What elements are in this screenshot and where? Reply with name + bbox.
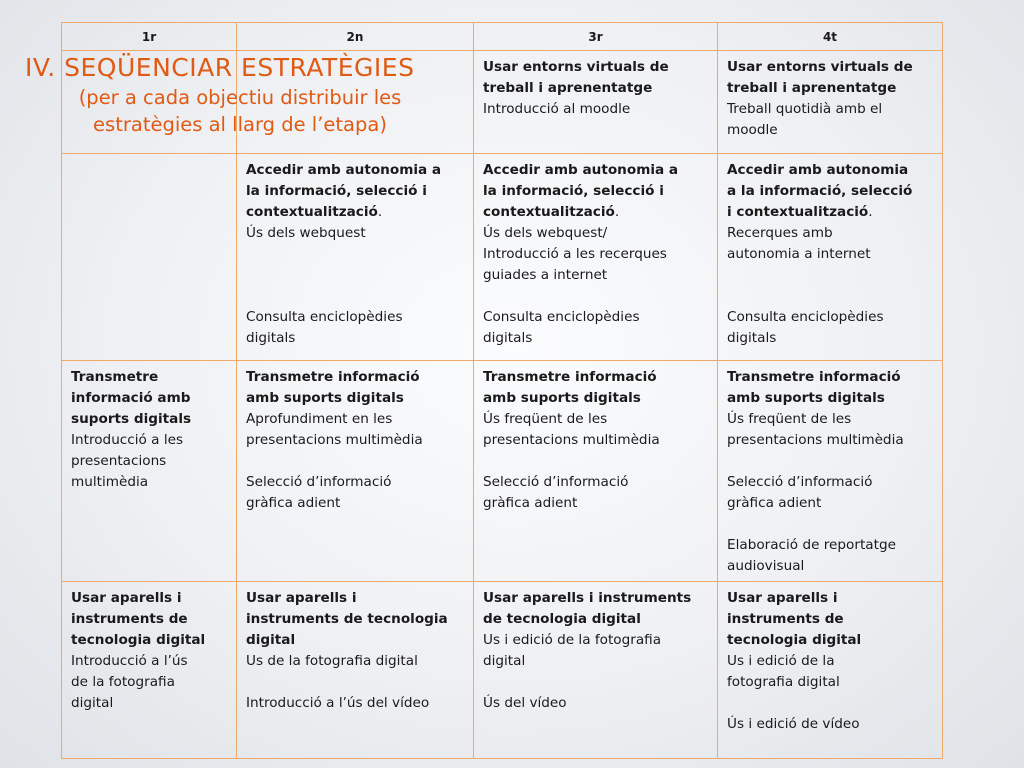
cell-text: presentacions [71, 453, 167, 469]
cell-heading-text: de tecnologia digital [483, 611, 641, 627]
cell-line [71, 693, 228, 714]
cell-line [483, 609, 709, 630]
cell-heading-text: Usar aparells i [246, 590, 357, 606]
cell-line [483, 160, 709, 181]
cell-line [727, 181, 934, 202]
cell-line [71, 409, 228, 430]
cell-line [483, 409, 709, 430]
line-spacer [246, 451, 465, 472]
cell-text: presentacions multimèdia [727, 432, 904, 448]
cell-text: digitals [483, 330, 533, 346]
cell-line [246, 409, 465, 430]
cell-heading-text: amb suports digitals [246, 390, 404, 406]
cell-heading-text: Transmetre informació [727, 369, 901, 385]
table-cell [62, 582, 237, 759]
table-cell [718, 154, 943, 361]
cell-line [246, 328, 465, 349]
line-spacer [483, 451, 709, 472]
cell-text: Ús dels webquest [246, 225, 366, 241]
line-spacer [727, 451, 934, 472]
cell-heading-text: Accedir amb autonomia a [483, 162, 679, 178]
cell-text: gràfica adient [727, 495, 822, 511]
cell-text: Ús dels webquest/ [483, 225, 608, 241]
table-cell [237, 154, 474, 361]
cell-line [727, 202, 934, 223]
cell-line [246, 223, 465, 244]
cell-line [727, 493, 934, 514]
cell-text: Ús del vídeo [483, 695, 567, 711]
cell-line [727, 556, 934, 577]
cell-line [71, 367, 228, 388]
cell-heading-text: Accedir amb autonomia [727, 162, 909, 178]
cell-heading-text: tecnologia digital [71, 632, 206, 648]
line-spacer [727, 693, 934, 714]
cell-text: autonomia a internet [727, 246, 871, 262]
slide-subtitle-line-1: (per a cada objectiu distribuir les [78, 86, 402, 109]
cell-text: Selecció d’informació [483, 474, 629, 490]
cell-heading-text: instruments de tecnologia [246, 611, 448, 627]
cell-line [483, 588, 709, 609]
cell-heading-text: treball i aprenentatge [483, 80, 653, 96]
cell-line [483, 78, 709, 99]
cell-line [483, 223, 709, 244]
cell-line [246, 630, 465, 651]
cell-line [246, 651, 465, 672]
table-row [62, 582, 943, 759]
cell-heading-text: instruments de [71, 611, 188, 627]
cell-text: Consulta enciclopèdies [483, 309, 640, 325]
cell-line [71, 451, 228, 472]
cell-line [246, 388, 465, 409]
cell-text: Consulta enciclopèdies [727, 309, 884, 325]
line-spacer [727, 265, 934, 307]
cell-heading-text: amb suports digitals [727, 390, 885, 406]
cell-line [246, 307, 465, 328]
cell-line [71, 472, 228, 493]
cell-line [727, 223, 934, 244]
cell-text: Selecció d’informació [246, 474, 392, 490]
cell-text: digital [71, 695, 114, 711]
cell-text: Aprofundiment en les [246, 411, 393, 427]
line-spacer [246, 672, 465, 693]
cell-line [483, 307, 709, 328]
cell-text: presentacions multimèdia [483, 432, 660, 448]
cell-line [246, 367, 465, 388]
cell-line [483, 181, 709, 202]
line-spacer [246, 244, 465, 307]
cell-line [727, 430, 934, 451]
cell-text: Us i edició de la fotografia [483, 632, 662, 648]
cell-line [727, 651, 934, 672]
cell-heading-text: la informació, selecció i [246, 183, 427, 199]
cell-line [727, 120, 934, 141]
slide-title: IV. SEQÜENCIAR ESTRATÈGIES [25, 53, 415, 82]
cell-line [727, 672, 934, 693]
cell-text: Introducció al moodle [483, 101, 631, 117]
cell-line [727, 328, 934, 349]
cell-text: Us de la fotografia digital [246, 653, 418, 669]
cell-text: Ús freqüent de les [727, 411, 852, 427]
cell-text: fotografia digital [727, 674, 840, 690]
cell-line [246, 181, 465, 202]
table-cell [474, 361, 718, 582]
cell-heading-text: treball i aprenentatge [727, 80, 897, 96]
table-cell [718, 51, 943, 154]
cell-heading-text: Usar aparells i instruments [483, 590, 692, 606]
header-cell-2n: 2n [237, 23, 474, 51]
cell-line [483, 202, 709, 223]
slide-subtitle-line-2: estratègies al llarg de l’etapa) [93, 113, 387, 136]
cell-line [727, 307, 934, 328]
cell-heading-text: la informació, selecció i [483, 183, 664, 199]
cell-heading-text: digital [246, 632, 296, 648]
table-row [62, 361, 943, 582]
table-cell [474, 154, 718, 361]
table-cell [62, 154, 237, 361]
cell-heading-text: i contextualització [727, 204, 869, 220]
cell-heading-text: Transmetre informació [483, 369, 657, 385]
cell-text-suffix: . [377, 204, 383, 220]
cell-line [727, 409, 934, 430]
cell-line [727, 630, 934, 651]
table-header-row [62, 23, 943, 51]
cell-line [246, 588, 465, 609]
cell-text: Selecció d’informació [727, 474, 873, 490]
cell-line [483, 693, 709, 714]
cell-heading-text: informació amb [71, 390, 191, 406]
table-cell [62, 361, 237, 582]
cell-line [483, 388, 709, 409]
cell-text: Introducció a les [71, 432, 184, 448]
cell-line [483, 367, 709, 388]
cell-heading-text: suports digitals [71, 411, 192, 427]
cell-text: audiovisual [727, 558, 805, 574]
cell-text: multimèdia [71, 474, 149, 490]
cell-line [483, 430, 709, 451]
cell-text: Treball quotidià amb el [727, 101, 883, 117]
cell-line [727, 588, 934, 609]
cell-line [246, 693, 465, 714]
cell-line [483, 651, 709, 672]
cell-text: guiades a internet [483, 267, 608, 283]
cell-text: digitals [727, 330, 777, 346]
table-row [62, 154, 943, 361]
cell-text-suffix: . [614, 204, 620, 220]
cell-heading-text: contextualització [246, 204, 378, 220]
cell-text: gràfica adient [246, 495, 341, 511]
cell-line [483, 630, 709, 651]
cell-line [71, 651, 228, 672]
cell-heading-text: Transmetre [71, 369, 159, 385]
cell-line [71, 672, 228, 693]
cell-text: Introducció a les recerques [483, 246, 667, 262]
cell-line [483, 57, 709, 78]
cell-line [246, 609, 465, 630]
cell-text: presentacions multimèdia [246, 432, 423, 448]
cell-text: Introducció a l’ús del vídeo [246, 695, 430, 711]
cell-line [71, 388, 228, 409]
cell-heading-text: tecnologia digital [727, 632, 862, 648]
cell-text: Ús freqüent de les [483, 411, 608, 427]
cell-line [483, 244, 709, 265]
cell-text: Introducció a l’ús [71, 653, 188, 669]
cell-line [71, 430, 228, 451]
cell-heading-text: Usar aparells i [71, 590, 182, 606]
cell-text: Elaboració de reportatge [727, 537, 896, 553]
cell-text: Recerques amb [727, 225, 833, 241]
cell-line [246, 472, 465, 493]
cell-heading-text: Usar entorns virtuals de [727, 59, 913, 75]
cell-heading-text: Accedir amb autonomia a [246, 162, 442, 178]
table-cell [474, 51, 718, 154]
header-cell-1r: 1r [62, 23, 237, 51]
cell-text: Ús i edició de vídeo [727, 716, 860, 732]
cell-line [246, 160, 465, 181]
header-cell-4t: 4t [718, 23, 943, 51]
slide-title-block [0, 52, 480, 138]
cell-line [727, 244, 934, 265]
cell-line [246, 202, 465, 223]
cell-line [71, 609, 228, 630]
header-cell-3r: 3r [474, 23, 718, 51]
cell-heading-text: a la informació, selecció [727, 183, 913, 199]
cell-line [727, 78, 934, 99]
cell-heading-text: amb suports digitals [483, 390, 641, 406]
cell-heading-text: Usar aparells i [727, 590, 838, 606]
cell-text: Us i edició de la [727, 653, 835, 669]
cell-text: Consulta enciclopèdies [246, 309, 403, 325]
cell-line [727, 609, 934, 630]
line-spacer [483, 672, 709, 693]
table-cell [474, 582, 718, 759]
cell-text: digital [483, 653, 526, 669]
cell-text: moodle [727, 122, 778, 138]
cell-line [483, 99, 709, 120]
table-cell [718, 361, 943, 582]
table-cell [237, 582, 474, 759]
table-cell [718, 582, 943, 759]
cell-line [727, 714, 934, 735]
cell-line [483, 472, 709, 493]
cell-text: gràfica adient [483, 495, 578, 511]
cell-line [727, 367, 934, 388]
cell-heading-text: Usar entorns virtuals de [483, 59, 669, 75]
cell-line [727, 57, 934, 78]
cell-heading-text: Transmetre informació [246, 369, 420, 385]
cell-line [483, 493, 709, 514]
cell-text: de la fotografia [71, 674, 175, 690]
cell-line [246, 493, 465, 514]
table-cell [237, 361, 474, 582]
cell-line [727, 99, 934, 120]
cell-line [727, 472, 934, 493]
cell-line [71, 630, 228, 651]
cell-line [727, 160, 934, 181]
cell-line [727, 535, 934, 556]
line-spacer [483, 286, 709, 307]
cell-line [71, 588, 228, 609]
cell-text: digitals [246, 330, 296, 346]
cell-line [246, 430, 465, 451]
cell-text-suffix: . [868, 204, 873, 220]
line-spacer [727, 514, 934, 535]
cell-line [727, 388, 934, 409]
cell-heading-text: contextualització [483, 204, 615, 220]
cell-heading-text: instruments de [727, 611, 844, 627]
cell-line [483, 328, 709, 349]
cell-line [483, 265, 709, 286]
